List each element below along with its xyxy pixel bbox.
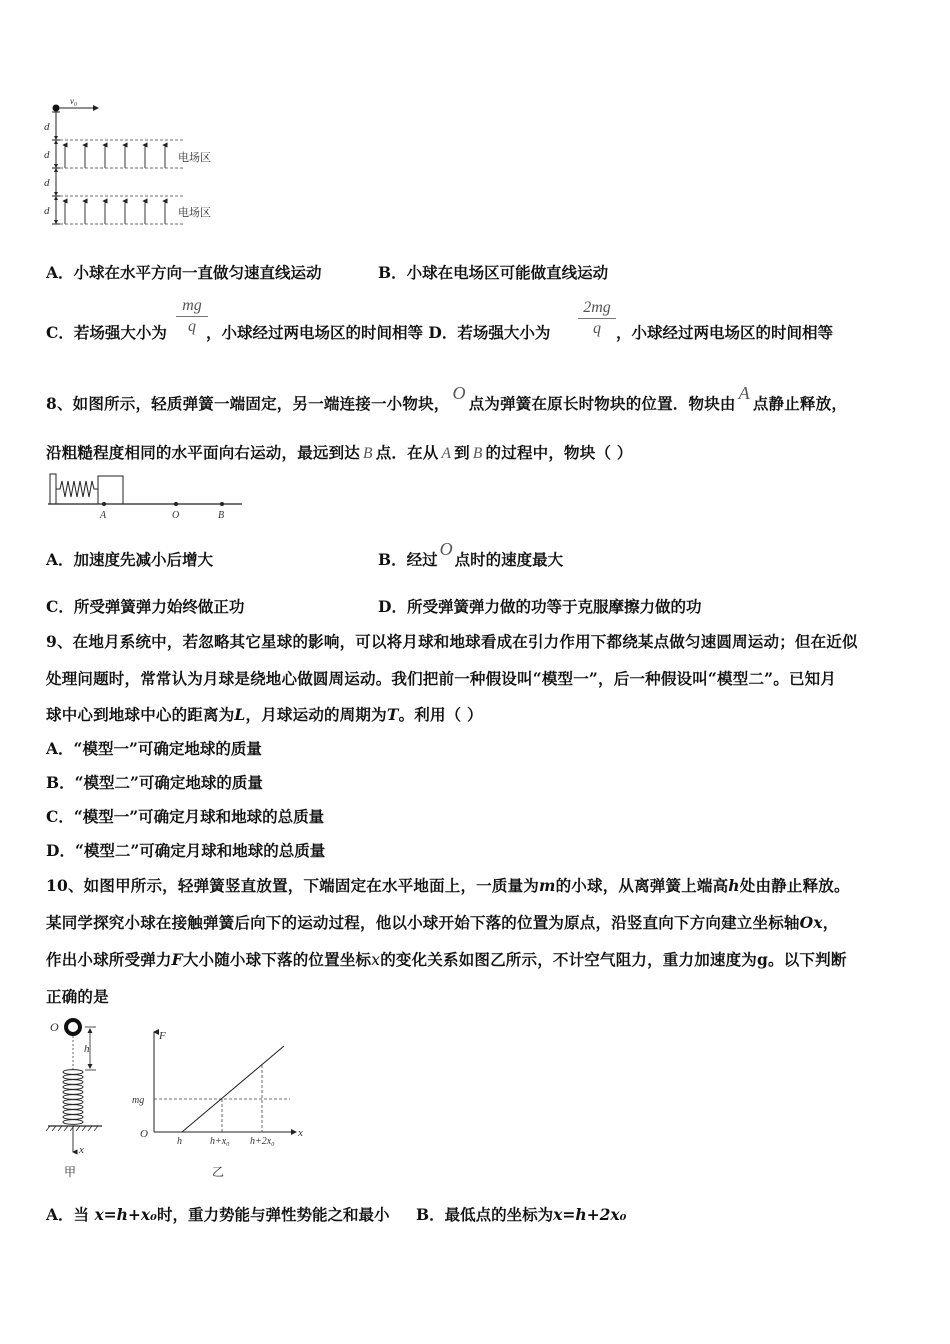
- tick-h-2x0: h+2x₀: [250, 1136, 275, 1147]
- q10-text: 作出小球所受弹力: [46, 950, 172, 969]
- q9-text: ，月球运动的周期为: [245, 705, 387, 724]
- fraction-denominator: q: [593, 320, 601, 337]
- q10-text: 大小随小球下落的位置坐标: [182, 950, 372, 969]
- figure-caption-jia: 甲: [64, 1165, 77, 1179]
- fraction-numerator: mg: [182, 297, 202, 314]
- q8-text: 点静止释放，: [752, 394, 848, 413]
- q8-text: 沿粗糙程度相同的水平面向右运动，最远到达: [46, 443, 361, 462]
- origin-label: O: [140, 1128, 148, 1140]
- tick-h-x0: h+x₀: [210, 1136, 230, 1147]
- ball: [53, 105, 60, 112]
- q9-text: 。利用（ ）: [398, 705, 483, 724]
- q10-text: ，: [822, 913, 839, 932]
- q9-option-a: A．“模型一”可确定地球的质量: [46, 739, 262, 758]
- q10-stem-line-2: [46, 911, 838, 933]
- field-zone-1: [60, 140, 184, 168]
- q8-option-d: D．所受弹簧弹力做的功等于克服摩擦力做的功: [378, 597, 702, 616]
- point-o-label: O: [172, 510, 180, 521]
- q7-option-d-suffix: ，小球经过两电场区的时间相等: [616, 323, 834, 342]
- force-line: [182, 1046, 284, 1132]
- spring-block-figure: [46, 470, 246, 524]
- symbol-a: A: [441, 445, 452, 462]
- field-label-2: 电场区: [178, 206, 211, 219]
- q7-option-b: B．小球在电场区可能做直线运动: [378, 263, 609, 282]
- fraction-denominator: q: [188, 318, 196, 335]
- q10-option-a-text: 时，重力势能与弹性势能之和最小: [156, 1205, 390, 1224]
- v0-label: v₀: [70, 96, 78, 106]
- q8-text: 的过程中，物块（ ）: [485, 443, 633, 462]
- q8-text: 点为弹簧在原长时物块的位置．物块由: [468, 394, 736, 413]
- q10-option-b-expression: x=h+2x₀: [553, 1205, 627, 1224]
- q9-stem-line-3: [46, 703, 483, 725]
- q10-option-a-expression: x=h+x₀: [94, 1205, 157, 1224]
- spring: [56, 481, 98, 497]
- q7-option-a: A．小球在水平方向一直做匀速直线运动: [46, 263, 322, 282]
- q8-option-c: C．所受弹簧弹力始终做正功: [46, 597, 245, 616]
- q10-stem-line-1: [46, 874, 850, 896]
- ball: [66, 1020, 80, 1034]
- figure-jia-spring: [44, 1014, 114, 1182]
- q9-stem-line-2: 处理问题时，常常认为月球是绕地心做圆周运动。我们把前一种假设叫“模型一”，后一种假设叫“模型二”。已知月: [46, 669, 837, 688]
- q10-text: 的变化关系如图乙所示，不计空气阻力，重力加速度为g。以下判断: [380, 950, 847, 969]
- fraction-numerator: 2mg: [583, 299, 611, 316]
- symbol-f: F: [171, 950, 183, 969]
- d-label-4: d: [44, 205, 50, 217]
- field-label-1: 电场区: [178, 151, 211, 164]
- mg-label: mg: [132, 1095, 145, 1106]
- q10-text: 某同学探究小球在接触弹簧后向下的运动过程，他以小球开始下落的位置为原点，沿竖直向下方向建立坐标轴: [46, 913, 800, 932]
- point-b-label: B: [218, 510, 225, 521]
- symbol-t: T: [386, 705, 399, 724]
- q9-option-d: D．“模型二”可确定月球和地球的总质量: [46, 841, 326, 860]
- q10-option-b: [416, 1203, 626, 1225]
- q8-text: 点．在从: [375, 443, 439, 462]
- vertical-spring: [63, 1070, 83, 1125]
- d-label-1: d: [44, 121, 50, 133]
- d-label-3: d: [44, 177, 50, 189]
- tick-h: h: [177, 1136, 182, 1147]
- symbol-b: B: [363, 445, 373, 462]
- q10-text: 的小球，从离弹簧上端高: [555, 876, 729, 895]
- q8-option-a: A．加速度先减小后增大: [46, 550, 214, 569]
- q9-option-b: B．“模型二”可确定地球的质量: [46, 773, 263, 792]
- x-axis-label: x: [298, 1127, 303, 1139]
- symbol-x: x: [371, 951, 381, 969]
- q10-stem-line-3: [46, 948, 847, 970]
- symbol-l: L: [234, 705, 246, 724]
- q8-stem-line-2: [46, 441, 632, 463]
- d-label-2: d: [44, 149, 50, 161]
- h-label: h: [84, 1043, 90, 1055]
- q8-option-b-text: B．经过: [378, 550, 438, 569]
- q8-text: 8、如图所示，轻质弹簧一端固定，另一端连接一小物块，: [46, 394, 450, 413]
- origin-o-label: O: [50, 1020, 59, 1034]
- q7-option-c-prefix: C．若场强大小为: [46, 323, 167, 342]
- y-axis-label: F: [159, 1030, 166, 1042]
- q8-option-b: [378, 539, 564, 570]
- q10-option-a-text: A．当: [46, 1205, 95, 1224]
- q7-option-c-suffix: ，小球经过两电场区的时间相等 D．若场强大小为: [206, 323, 551, 342]
- figure-caption-yi: 乙: [212, 1165, 225, 1179]
- q9-option-c: C．“模型一”可确定月球和地球的总质量: [46, 807, 325, 826]
- symbol-h: h: [728, 876, 740, 895]
- field-zones-figure: [38, 92, 238, 232]
- q10-text: 10、如图甲所示，轻弹簧竖直放置，下端固定在水平地面上，一质量为: [46, 876, 539, 895]
- symbol-m: m: [538, 876, 556, 895]
- q8-stem-line-1: [46, 383, 848, 414]
- symbol-a: A: [738, 383, 750, 403]
- q10-text: 处由静止释放。: [739, 876, 850, 895]
- q9-text: 球中心到地球中心的距离为: [46, 705, 235, 724]
- symbol-o: O: [452, 383, 466, 403]
- q7-option-d-fraction: [578, 299, 616, 338]
- x-axis-label: x: [79, 1144, 84, 1156]
- symbol-ox: Ox: [799, 913, 823, 932]
- q10-stem-line-4: 正确的是: [46, 987, 109, 1006]
- q10-option-b-text: B．最低点的坐标为: [416, 1205, 554, 1224]
- q10-option-a: [46, 1203, 389, 1225]
- q9-stem-line-1: 9、在地月系统中，若忽略其它星球的影响，可以将月球和地球看成在引力作用下都绕某点做匀速圆周运动；但在近似: [46, 632, 858, 651]
- q8-option-b-text: 点时的速度最大: [454, 550, 564, 569]
- q7-option-c-fraction: [176, 297, 208, 336]
- block: [98, 476, 123, 504]
- symbol-b: B: [472, 445, 483, 462]
- field-zone-2: [60, 196, 184, 224]
- q8-text: 到: [454, 443, 470, 462]
- figure-yi-graph: [132, 1024, 312, 1184]
- symbol-o: O: [439, 539, 453, 559]
- point-a-label: A: [100, 510, 107, 521]
